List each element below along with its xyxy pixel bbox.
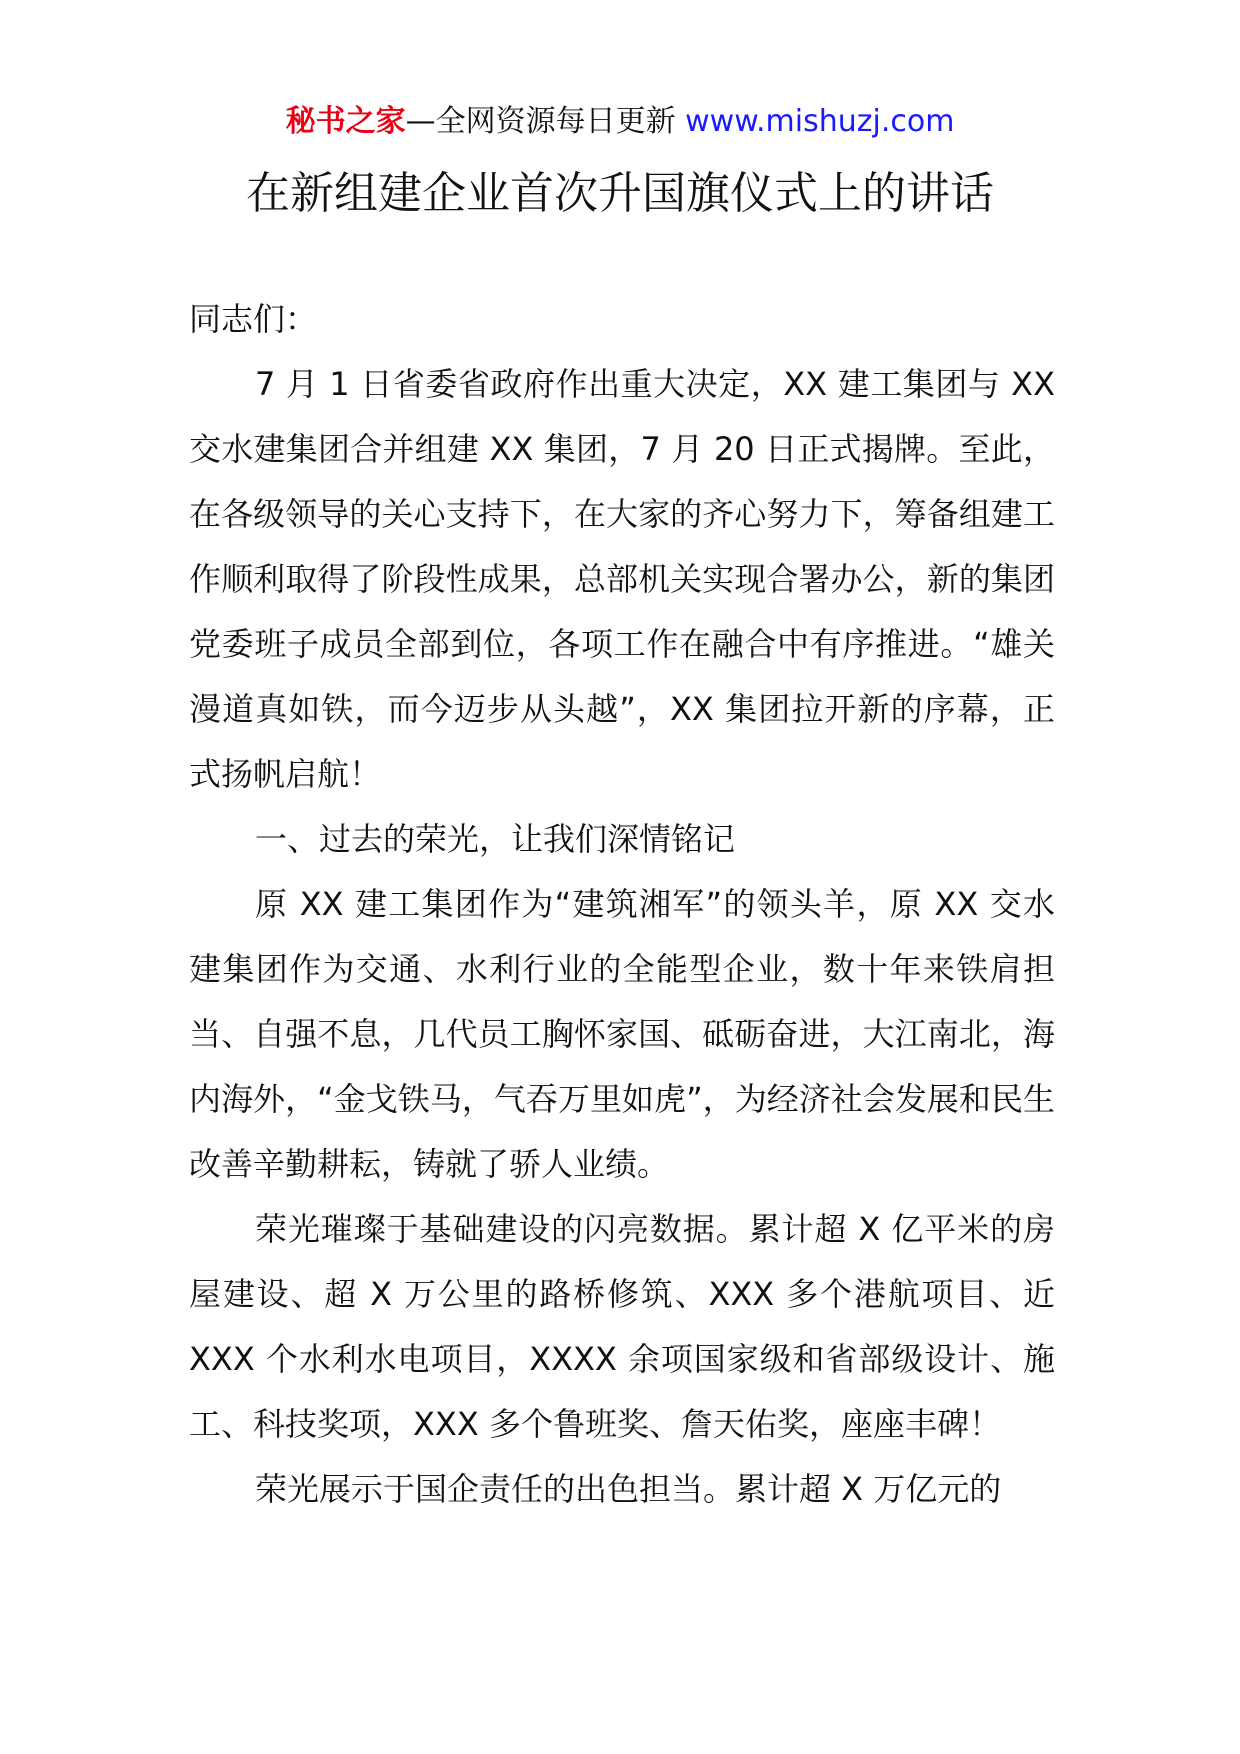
site-url[interactable]: www.mishuzj.com <box>685 104 955 139</box>
paragraph: 7 月 1 日省委省政府作出重大决定，XX 建工集团与 XX 交水建集团合并组建 XX 集团，7 月 20 日正式揭牌。至此，在各级领导的关心支持下，在大家的齐心努力下，筹备组建工作顺利取得了阶段性成果，总部机关实现合署办公，新的集团党委班子成员全部到位，各项工作在融合中有序推进。“雄关漫道真如铁，而今迈步从头越”，XX 集团拉开新的序幕，正式扬帆启航！ <box>189 365 1055 793</box>
site-tagline: —全网资源每日更新 <box>405 104 686 139</box>
paragraph: 原 XX 建工集团作为“建筑湘军”的领头羊，原 XX 交水建集团作为交通、水利行业的全能型企业，数十年来铁肩担当、自强不息，几代员工胸怀家国、砥砺奋进，大江南北，海内海外，“金戈铁马，气吞万里如虎”，为经济社会发展和民生改善辛勤耕耘，铸就了骄人业绩。 <box>189 885 1055 1183</box>
brand-name: 秘书之家 <box>285 104 406 139</box>
paragraph: 荣光璀璨于基础建设的闪亮数据。累计超 X 亿平米的房屋建设、超 X 万公里的路桥修筑、XXX 多个港航项目、近 XXX 个水利水电项目，XXXX 余项国家级和省部级设计、施工、科技奖项，XXX 多个鲁班奖、詹天佑奖，座座丰碑！ <box>189 1210 1055 1443</box>
document-body <box>189 287 1055 1522</box>
paragraph: 荣光展示于国企责任的出色担当。累计超 X 万亿元的 <box>255 1470 1002 1508</box>
section-heading: 一、过去的荣光，让我们深情铭记 <box>255 820 736 858</box>
site-header <box>0 100 1240 144</box>
document-title: 在新组建企业首次升国旗仪式上的讲话 <box>246 168 994 219</box>
salutation: 同志们： <box>189 300 318 338</box>
